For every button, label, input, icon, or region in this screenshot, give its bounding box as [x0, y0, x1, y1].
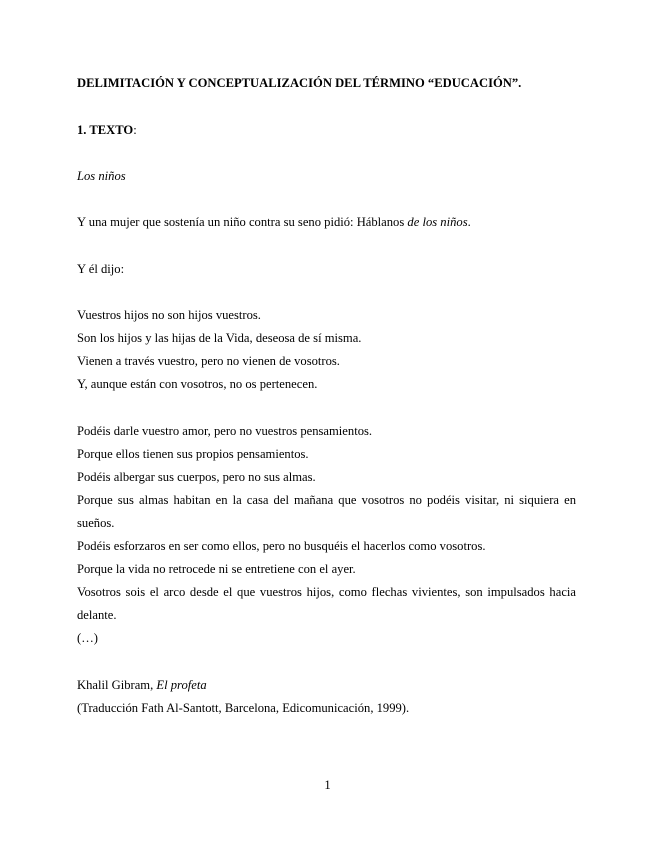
stanza2-line: Podéis darle vuestro amor, pero no vuestros pensamientos.: [77, 424, 373, 438]
stanza1-line: Vuestros hijos no son hijos vuestros.: [77, 308, 261, 322]
stanza1-line: Vienen a través vuestro, pero no vienen de vosotros.: [77, 354, 340, 368]
section-label: 1. TEXTO: [77, 123, 134, 137]
intro-paragraph: [77, 214, 471, 230]
work-title: El profeta: [156, 678, 207, 692]
stanza1-line: Son los hijos y las hijas de la Vida, deseosa de sí misma.: [77, 331, 362, 345]
section-colon: :: [133, 123, 137, 137]
stanza2-line: delante.: [77, 608, 117, 622]
stanza2-line: Porque ellos tienen sus propios pensamientos.: [77, 447, 309, 461]
stanza2-line: Porque sus almas habitan en la casa del mañana que vosotros no podéis visitar, ni siquiera en: [77, 493, 576, 507]
stanza1-line: Y, aunque están con vosotros, no os pertenecen.: [77, 377, 318, 391]
intro-end: .: [467, 215, 471, 229]
stanza2-line: Podéis esforzaros en ser como ellos, pero no busquéis el hacerlos como vosotros.: [77, 539, 486, 553]
author-name: Khalil Gibram,: [77, 678, 157, 692]
said-line: Y él dijo:: [77, 262, 125, 276]
ellipsis: (…): [77, 631, 98, 645]
intro-text: Y una mujer que sostenía un niño contra su seno pidió: Háblanos: [77, 215, 408, 229]
stanza2-line: Porque la vida no retrocede ni se entretiene con el ayer.: [77, 562, 356, 576]
translation-note: (Traducción Fath Al-Santott, Barcelona, Edicomunicación, 1999).: [77, 701, 410, 715]
intro-italic: de los niños: [407, 215, 468, 229]
document-heading: DELIMITACIÓN Y CONCEPTUALIZACIÓN DEL TÉRMINO “EDUCACIÓN”.: [77, 76, 522, 90]
stanza2-line: sueños.: [77, 516, 115, 530]
stanza2-line: Podéis albergar sus cuerpos, pero no sus almas.: [77, 470, 316, 484]
text-title: Los niños: [77, 169, 126, 183]
section-title: [77, 122, 137, 138]
attribution: [77, 677, 207, 693]
page-number: 1: [324, 778, 331, 792]
stanza2-line: Vosotros sois el arco desde el que vuestros hijos, como flechas vivientes, son impulsados hacia: [77, 585, 576, 599]
